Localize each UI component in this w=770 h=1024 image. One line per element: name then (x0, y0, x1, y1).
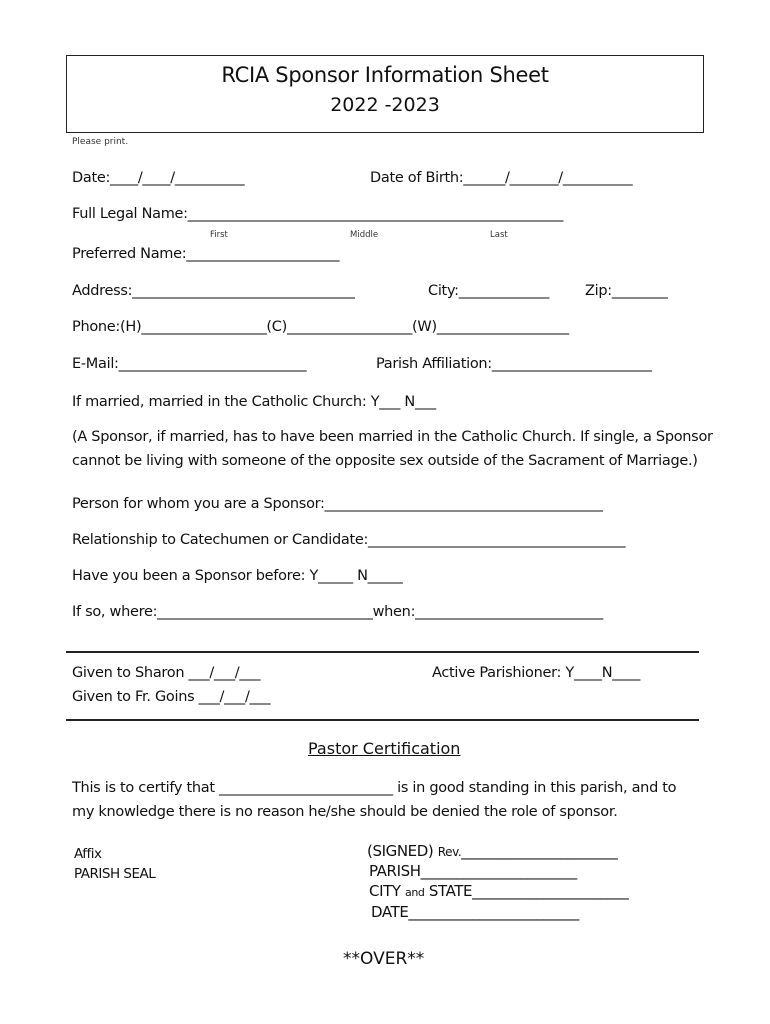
given-to-fr-goins[interactable]: Given to Fr. Goins ___/___/___ (72, 689, 271, 705)
cert-date-line[interactable]: DATE________________________ (371, 903, 579, 921)
divider-top (66, 651, 699, 653)
city-state-line[interactable] (369, 882, 628, 900)
state-blank[interactable]: STATE______________________ (424, 882, 629, 900)
city-label: CITY (369, 882, 405, 900)
relationship-field[interactable]: Relationship to Catechumen or Candidate:_____________________________________ (72, 532, 626, 548)
affix-label: Affix (74, 846, 102, 862)
signed-rev-label: Rev. (437, 845, 462, 859)
signed-label: (SIGNED) (367, 842, 438, 860)
over-footer: **OVER** (343, 949, 425, 969)
active-parishioner[interactable]: Active Parishioner: Y____N____ (432, 665, 641, 681)
parish-line[interactable]: PARISH______________________ (369, 862, 577, 880)
date-of-birth-field[interactable]: Date of Birth:______/_______/__________ (370, 170, 633, 186)
sponsor-note-line-2: cannot be living with someone of the opposite sex outside of the Sacrament of Marriage.) (72, 453, 698, 469)
name-last-label: Last (490, 230, 508, 240)
married-field[interactable]: If married, married in the Catholic Church: Y___ N___ (72, 394, 436, 410)
certification-line-2: my knowledge there is no reason he/she should be denied the role of sponsor. (72, 804, 618, 820)
signed-line[interactable] (367, 842, 617, 860)
instructions: Please print. (72, 137, 129, 147)
certification-title: Pastor Certification (308, 739, 461, 758)
zip-field[interactable]: Zip:________ (585, 283, 668, 299)
signed-blank[interactable]: ______________________ (461, 842, 618, 860)
phone-field[interactable]: Phone:(H)__________________(C)__________________(W)___________________ (72, 319, 569, 335)
name-middle-label: Middle (350, 230, 379, 240)
email-field[interactable]: E-Mail:___________________________ (72, 356, 307, 372)
divider-bottom (66, 719, 699, 721)
if-so-where-field[interactable]: If so, where:_______________________________when:___________________________ (72, 604, 603, 620)
date-field[interactable]: Date:____/____/__________ (72, 170, 245, 186)
been-sponsor-field[interactable]: Have you been a Sponsor before: Y_____ N_____ (72, 568, 403, 584)
parish-affiliation-field[interactable]: Parish Affiliation:_______________________ (376, 356, 652, 372)
name-first-label: First (210, 230, 228, 240)
full-legal-name-field[interactable]: Full Legal Name:______________________________________________________ (72, 206, 564, 222)
sponsor-note-line-1: (A Sponsor, if married, has to have been married in the Catholic Church. If single, a Sponsor (72, 429, 713, 445)
city-field[interactable]: City:_____________ (428, 283, 550, 299)
address-field[interactable]: Address:________________________________ (72, 283, 355, 299)
certification-line-1[interactable]: This is to certify that _________________________ is in good standing in this parish, and to (72, 780, 677, 796)
given-to-sharon[interactable]: Given to Sharon ___/___/___ (72, 665, 261, 681)
page-year: 2022 -2023 (330, 94, 440, 116)
city-and-label: and (405, 886, 425, 899)
person-for-field[interactable]: Person for whom you are a Sponsor:________________________________________ (72, 496, 603, 512)
page-title: RCIA Sponsor Information Sheet (221, 63, 549, 87)
preferred-name-field[interactable]: Preferred Name:______________________ (72, 246, 340, 262)
title-box (66, 55, 704, 133)
parish-seal-label: PARISH SEAL (74, 866, 156, 882)
